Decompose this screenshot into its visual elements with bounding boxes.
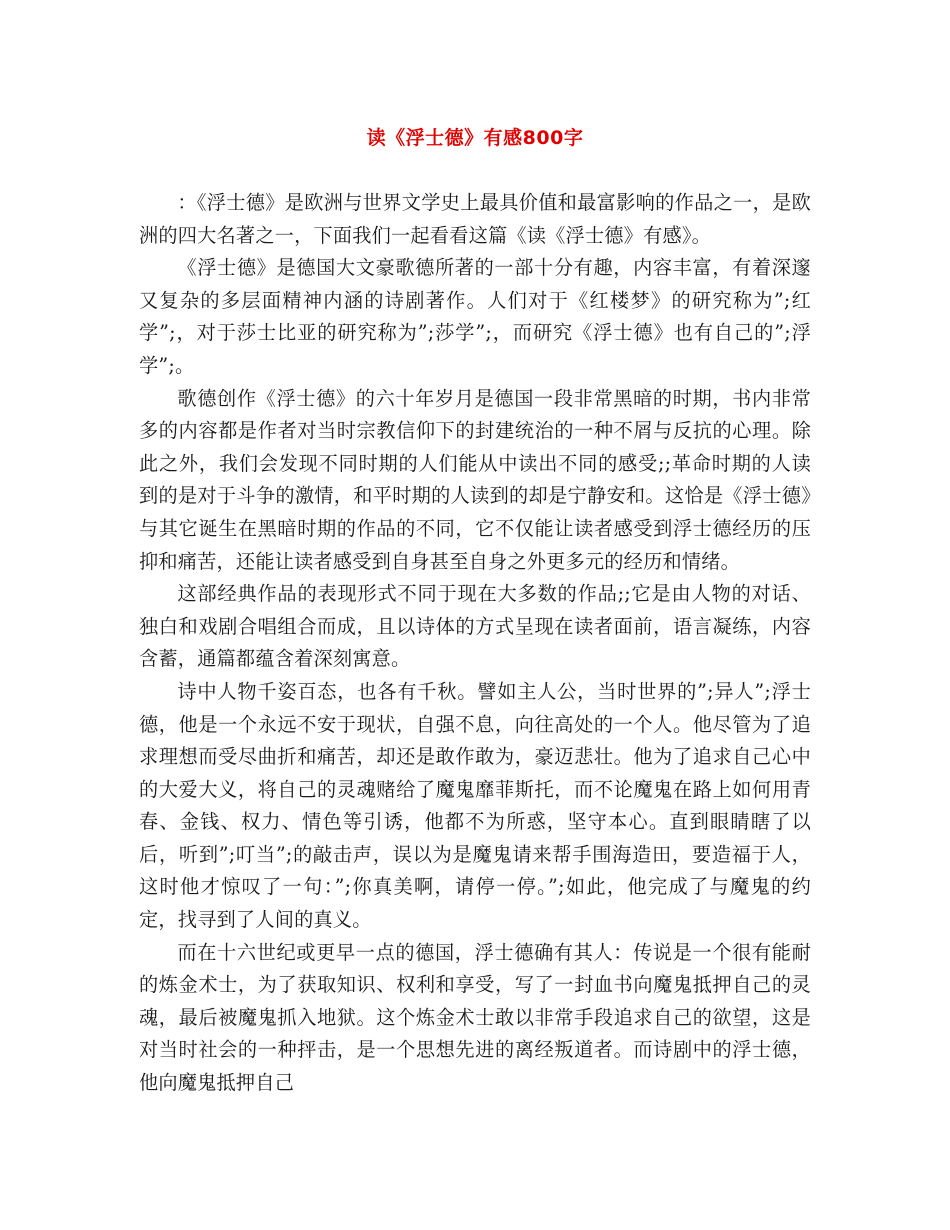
paragraph-legend: 而在十六世纪或更早一点的德国，浮士德确有其人：传说是一个很有能耐的炼金术士，为了获取知识、权利和享受，写了一封血书向魔鬼抵押自己的灵魂，最后被魔鬼抓入地狱。这个炼金术士敢以非常手段追求自己的欲望，这是对当时社会的一种抨击，是一个思想先进的离经叛道者。而诗剧中的浮士德，他向魔鬼抵押自己: [139, 940, 811, 1095]
document-body: [139, 187, 811, 1100]
paragraph-form: 这部经典作品的表现形式不同于现在大多数的作品;;它是由人物的对话、独白和戏剧合唱组合而成，且以诗体的方式呈现在读者面前，语言凝练，内容含蓄，通篇都蕴含着深刻寓意。: [139, 582, 811, 671]
paragraph-characters: 诗中人物千姿百态，也各有千秋。譬如主人公，当时世界的”;异人”;浮士德，他是一个永远不安于现状，自强不息，向往高处的一个人。他尽管为了追求理想而受尽曲折和痛苦，却还是敢作敢为，豪迈悲壮。他为了追求自己心中的大爱大义，将自己的灵魂赌给了魔鬼靡菲斯托，而不论魔鬼在路上如何用青春、金钱、权力、情色等引诱，他都不为所惑，坚守本心。直到眼睛瞎了以后，听到”;叮当”;的敲击声，误以为是魔鬼请来帮手围海造田，要造福于人，这时他才惊叹了一句：”;你真美啊，请停一停。”;如此，他完成了与魔鬼的约定，找寻到了人间的真义。: [139, 679, 811, 932]
paragraph-intro: ：《浮士德》是欧洲与世界文学史上最具价值和最富影响的作品之一，是欧洲的四大名著之一，下面我们一起看看这篇《读《浮士德》有感》。: [139, 191, 811, 247]
paragraph-historical-context: 歌德创作《浮士德》的六十年岁月是德国一段非常黑暗的时期，书内非常多的内容都是作者对当时宗教信仰下的封建统治的一种不屑与反抗的心理。除此之外，我们会发现不同时期的人们能从中读出不同的感受;;革命时期的人读到的是对于斗争的激情，和平时期的人读到的却是宁静安和。这恰是《浮士德》与其它诞生在黑暗时期的作品的不同，它不仅能让读者感受到浮士德经历的压抑和痛苦，还能让读者感受到自身甚至自身之外更多元的经历和情绪。: [139, 386, 811, 573]
paragraph-overview: 《浮士德》是德国大文豪歌德所著的一部十分有趣，内容丰富，有着深邃又复杂的多层面精神内涵的诗剧著作。人们对于《红楼梦》的研究称为”;红学”;，对于莎士比亚的研究称为”;莎学”;，而研究《浮士德》也有自己的”;浮学”;。: [139, 256, 811, 377]
document-title: 读《浮士德》有感800字: [366, 127, 584, 149]
